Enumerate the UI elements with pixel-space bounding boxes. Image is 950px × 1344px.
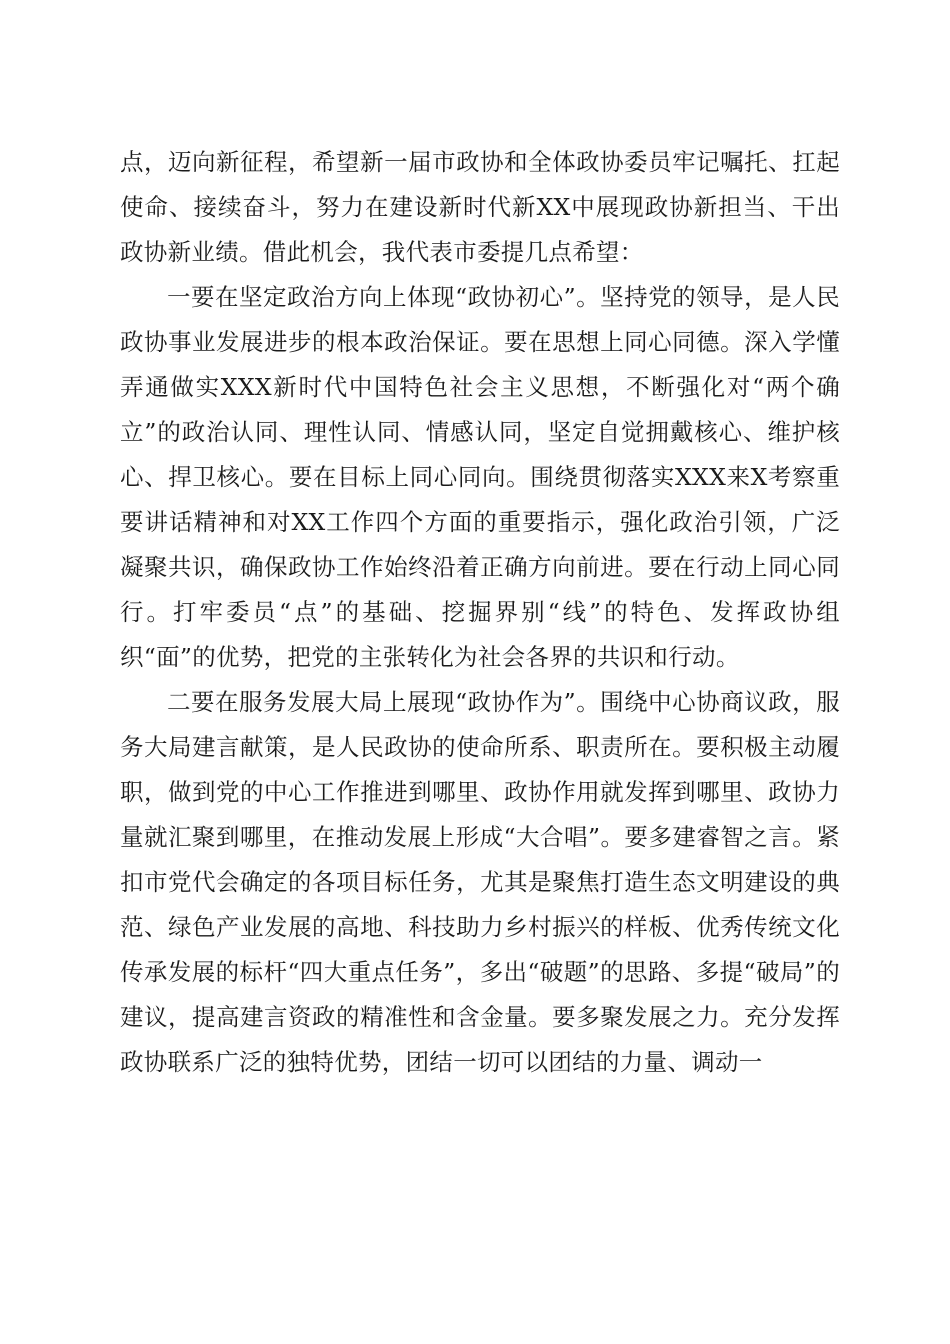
paragraph-serve-development: 二要在服务发展大局上展现“政协作为”。围绕中心协商议政，服务大局建言献策，是人民政协的使命所系、职责所在。要积极主动履职，做到党的中心工作推进到哪里、政协作用就发挥到哪里、政协力量就汇聚到哪里，在推动发展上形成“大合唱”。要多建睿智之言。紧扣市党代会确定的各项目标任务，尤其是聚焦打造生态文明建设的典范、绿色产业发展的高地、科技助力乡村振兴的样板、优秀传统文化传承发展的标杆“四大重点任务”，多出“破题”的思路、多提“破局”的建议，提高建言资政的精准性和含金量。要多聚发展之力。充分发挥政协联系广泛的独特优势，团结一切可以团结的力量、调动一 bbox=[120, 688, 840, 1076]
paragraph-political-direction: 一要在坚定政治方向上体现“政协初心”。坚持党的领导，是人民政协事业发展进步的根本政治保证。要在思想上同心同德。深入学懂弄通做实XXX新时代中国特色社会主义思想，不断强化对“两个确立”的政治认同、理性认同、情感认同，坚定自觉拥戴核心、维护核心、捍卫核心。要在目标上同心同向。围绕贯彻落实XXX来X考察重要讲话精神和对XX工作四个方面的重要指示，强化政治引领，广泛凝聚共识，确保政协工作始终沿着正确方向前进。要在行动上同心同行。打牢委员“点”的基础、挖掘界别“线”的特色、发挥政协组织“面”的优势，把党的主张转化为社会各界的共识和行动。 bbox=[120, 283, 840, 671]
paragraph-continuation: 点，迈向新征程，希望新一届市政协和全体政协委员牢记嘱托、扛起使命、接续奋斗，努力在建设新时代新XX中展现政协新担当、干出政协新业绩。借此机会，我代表市委提几点希望： bbox=[120, 148, 840, 266]
document-body bbox=[120, 140, 840, 1085]
